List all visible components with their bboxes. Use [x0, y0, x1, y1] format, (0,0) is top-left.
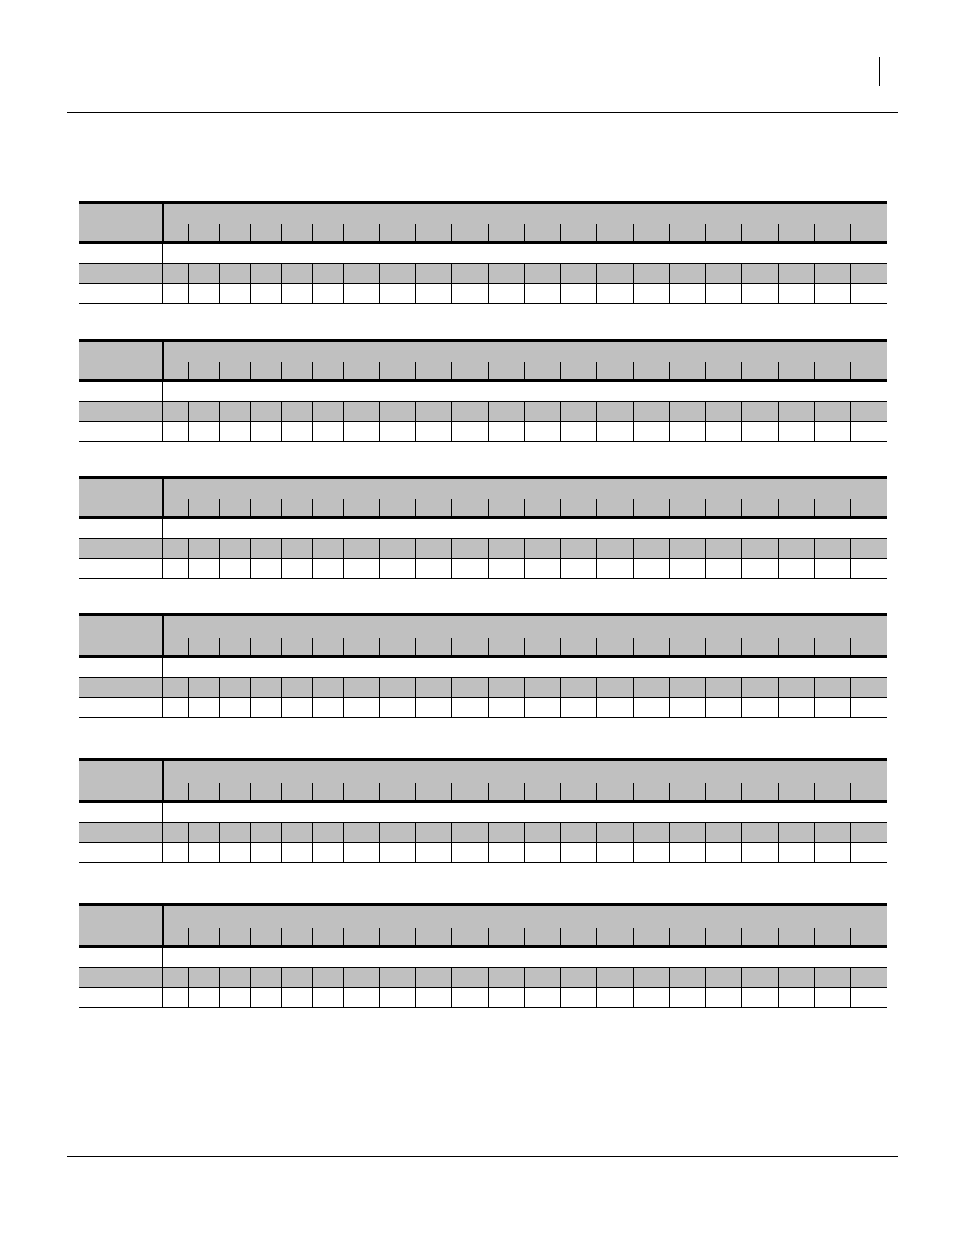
header-tick — [188, 638, 189, 655]
row-rule — [79, 697, 887, 698]
table-header — [79, 201, 887, 244]
cell-divider — [451, 967, 452, 1007]
cell-divider — [250, 677, 251, 717]
header-tick — [343, 224, 344, 241]
header-tick — [343, 638, 344, 655]
header-divider — [162, 613, 164, 658]
header-tick — [379, 928, 380, 945]
cell-divider — [778, 401, 779, 441]
cell-divider — [814, 967, 815, 1007]
cell-divider — [560, 538, 561, 578]
header-tick — [379, 638, 380, 655]
header-tick — [560, 224, 561, 241]
header-tick — [281, 638, 282, 655]
header-tick — [451, 362, 452, 379]
cell-divider — [741, 967, 742, 1007]
header-tick — [705, 638, 706, 655]
header-tick — [250, 783, 251, 800]
header-tick — [814, 499, 815, 516]
cell-divider — [250, 401, 251, 441]
cell-divider — [850, 677, 851, 717]
cell-divider — [312, 263, 313, 303]
cell-divider — [162, 538, 163, 578]
cell-divider — [814, 822, 815, 862]
cell-divider — [379, 401, 380, 441]
header-tick — [596, 783, 597, 800]
cell-divider — [560, 967, 561, 1007]
cell-divider — [312, 822, 313, 862]
blank-row-divider — [162, 658, 163, 677]
header-tick — [451, 638, 452, 655]
header-tick — [778, 362, 779, 379]
header-tick — [379, 362, 380, 379]
cell-divider — [343, 967, 344, 1007]
cell-divider — [379, 263, 380, 303]
header-tick — [814, 224, 815, 241]
table-header — [79, 758, 887, 803]
cell-divider — [250, 263, 251, 303]
cell-divider — [705, 822, 706, 862]
header-tick — [415, 783, 416, 800]
row-rule — [79, 441, 887, 442]
cell-divider — [850, 401, 851, 441]
header-tick — [778, 783, 779, 800]
header-tick — [778, 499, 779, 516]
cell-divider — [850, 263, 851, 303]
cell-divider — [188, 822, 189, 862]
header-tick — [312, 928, 313, 945]
cell-divider — [596, 677, 597, 717]
table-header — [79, 613, 887, 658]
header-tick — [343, 362, 344, 379]
cell-divider — [741, 822, 742, 862]
blank-row-divider — [162, 382, 163, 401]
header-tick — [669, 638, 670, 655]
cell-divider — [488, 538, 489, 578]
cell-divider — [250, 538, 251, 578]
header-tick — [451, 499, 452, 516]
header-tick — [596, 499, 597, 516]
cell-divider — [669, 677, 670, 717]
cell-divider — [219, 677, 220, 717]
cell-divider — [451, 263, 452, 303]
row-rule — [79, 987, 887, 988]
table-row — [79, 967, 887, 987]
header-divider — [162, 903, 164, 948]
header-tick — [633, 224, 634, 241]
header-tick — [451, 928, 452, 945]
header-tick — [560, 783, 561, 800]
cell-divider — [343, 263, 344, 303]
header-tick — [343, 499, 344, 516]
blank-row-divider — [162, 244, 163, 263]
cell-divider — [379, 967, 380, 1007]
cell-divider — [524, 677, 525, 717]
header-tick — [488, 928, 489, 945]
header-tick — [415, 362, 416, 379]
cell-divider — [162, 263, 163, 303]
cell-divider — [488, 967, 489, 1007]
header-tick — [633, 638, 634, 655]
cell-divider — [705, 677, 706, 717]
header-tick — [850, 928, 851, 945]
row-rule — [79, 421, 887, 422]
table-header — [79, 339, 887, 382]
header-tick — [669, 928, 670, 945]
row-rule — [79, 401, 887, 402]
header-tick — [596, 224, 597, 241]
cell-divider — [343, 822, 344, 862]
cell-divider — [219, 401, 220, 441]
header-tick — [250, 224, 251, 241]
header-tick — [814, 783, 815, 800]
cell-divider — [560, 263, 561, 303]
header-tick — [312, 362, 313, 379]
row-rule — [79, 677, 887, 678]
header-tick — [596, 928, 597, 945]
table-header — [79, 903, 887, 948]
cell-divider — [741, 263, 742, 303]
header-tick — [312, 638, 313, 655]
header-tick — [415, 928, 416, 945]
header-tick — [488, 499, 489, 516]
cell-divider — [415, 967, 416, 1007]
header-tick — [379, 499, 380, 516]
cell-divider — [778, 263, 779, 303]
header-tick — [188, 362, 189, 379]
header-tick — [488, 224, 489, 241]
cell-divider — [633, 967, 634, 1007]
cell-divider — [281, 822, 282, 862]
cell-divider — [741, 401, 742, 441]
table-row — [79, 842, 887, 862]
cell-divider — [488, 822, 489, 862]
header-tick — [705, 783, 706, 800]
header-tick — [488, 362, 489, 379]
header-tick — [669, 499, 670, 516]
header-tick — [415, 224, 416, 241]
header-tick — [250, 928, 251, 945]
row-rule — [79, 303, 887, 304]
cell-divider — [705, 263, 706, 303]
cell-divider — [814, 401, 815, 441]
header-tick — [741, 638, 742, 655]
cell-divider — [188, 967, 189, 1007]
header-tick — [312, 783, 313, 800]
cell-divider — [814, 538, 815, 578]
cell-divider — [669, 538, 670, 578]
header-tick — [219, 224, 220, 241]
header-tick — [524, 638, 525, 655]
header-tick — [850, 783, 851, 800]
header-tick — [850, 499, 851, 516]
header-tick — [281, 499, 282, 516]
header-tick — [814, 362, 815, 379]
cell-divider — [451, 822, 452, 862]
header-tick — [524, 224, 525, 241]
header-tick — [451, 224, 452, 241]
blank-row-divider — [162, 803, 163, 822]
header-tick — [560, 362, 561, 379]
header-tick — [850, 362, 851, 379]
header-tick — [560, 499, 561, 516]
cell-divider — [524, 538, 525, 578]
header-tick — [488, 783, 489, 800]
cell-divider — [379, 822, 380, 862]
cell-divider — [524, 822, 525, 862]
table-row — [79, 697, 887, 717]
header-tick — [312, 499, 313, 516]
row-rule — [79, 538, 887, 539]
header-tick — [669, 783, 670, 800]
cell-divider — [219, 967, 220, 1007]
header-tick — [850, 224, 851, 241]
cell-divider — [669, 401, 670, 441]
footer-rule — [67, 1156, 898, 1157]
cell-divider — [488, 401, 489, 441]
row-rule — [79, 717, 887, 718]
table-row — [79, 987, 887, 1007]
cell-divider — [219, 538, 220, 578]
cell-divider — [379, 677, 380, 717]
header-tick — [524, 362, 525, 379]
cell-divider — [669, 822, 670, 862]
cell-divider — [281, 263, 282, 303]
header-tick — [219, 928, 220, 945]
header-tick — [281, 928, 282, 945]
header-tick — [415, 499, 416, 516]
cell-divider — [162, 967, 163, 1007]
header-tick — [633, 928, 634, 945]
header-divider — [162, 758, 164, 803]
header-tick — [219, 783, 220, 800]
cell-divider — [451, 677, 452, 717]
cell-divider — [633, 822, 634, 862]
cell-divider — [778, 822, 779, 862]
header-tick — [488, 638, 489, 655]
cell-divider — [312, 401, 313, 441]
header-tick — [705, 362, 706, 379]
cell-divider — [415, 677, 416, 717]
row-rule — [79, 822, 887, 823]
cell-divider — [281, 677, 282, 717]
cell-divider — [596, 401, 597, 441]
header-tick — [312, 224, 313, 241]
cell-divider — [250, 822, 251, 862]
cell-divider — [162, 822, 163, 862]
header-divider — [162, 476, 164, 519]
cell-divider — [312, 538, 313, 578]
header-tick — [778, 928, 779, 945]
table-row — [79, 401, 887, 421]
table-row — [79, 538, 887, 558]
header-tick — [281, 362, 282, 379]
header-tick — [379, 783, 380, 800]
header-tick — [379, 224, 380, 241]
cell-divider — [814, 263, 815, 303]
header-tick — [415, 638, 416, 655]
header-tick — [850, 638, 851, 655]
cell-divider — [741, 677, 742, 717]
cell-divider — [415, 263, 416, 303]
cell-divider — [596, 967, 597, 1007]
cell-divider — [451, 538, 452, 578]
header-tick — [633, 783, 634, 800]
cell-divider — [850, 967, 851, 1007]
header-tick — [524, 928, 525, 945]
header-tick — [596, 638, 597, 655]
cell-divider — [312, 677, 313, 717]
header-tick — [741, 928, 742, 945]
row-rule — [79, 283, 887, 284]
cell-divider — [281, 538, 282, 578]
header-tick — [281, 783, 282, 800]
header-tick — [343, 928, 344, 945]
header-tick — [741, 362, 742, 379]
header-tick — [705, 928, 706, 945]
header-tick — [250, 499, 251, 516]
cell-divider — [850, 822, 851, 862]
cell-divider — [343, 677, 344, 717]
header-tick — [188, 928, 189, 945]
cell-divider — [778, 677, 779, 717]
header-tick — [778, 224, 779, 241]
header-tick — [219, 362, 220, 379]
cell-divider — [560, 822, 561, 862]
cell-divider — [705, 538, 706, 578]
header-tick — [250, 362, 251, 379]
row-rule — [79, 862, 887, 863]
cell-divider — [814, 677, 815, 717]
cell-divider — [188, 538, 189, 578]
cell-divider — [250, 967, 251, 1007]
header-tick — [633, 499, 634, 516]
cell-divider — [778, 538, 779, 578]
header-tick — [188, 224, 189, 241]
header-tick — [669, 362, 670, 379]
header-divider — [162, 339, 164, 382]
table-row — [79, 822, 887, 842]
header-tick — [188, 783, 189, 800]
blank-row-divider — [162, 948, 163, 967]
cell-divider — [188, 677, 189, 717]
header-tick — [741, 783, 742, 800]
cell-divider — [633, 263, 634, 303]
cell-divider — [596, 538, 597, 578]
header-tick — [524, 783, 525, 800]
header-tick — [669, 224, 670, 241]
header-tick — [451, 783, 452, 800]
cell-divider — [343, 538, 344, 578]
header-tick — [633, 362, 634, 379]
header-vertical-bar — [879, 57, 880, 86]
header-rule — [67, 112, 898, 113]
cell-divider — [596, 263, 597, 303]
cell-divider — [705, 967, 706, 1007]
table-row — [79, 421, 887, 441]
header-tick — [741, 499, 742, 516]
header-tick — [343, 783, 344, 800]
cell-divider — [669, 967, 670, 1007]
cell-divider — [741, 538, 742, 578]
cell-divider — [524, 263, 525, 303]
header-divider — [162, 201, 164, 244]
header-tick — [250, 638, 251, 655]
cell-divider — [343, 401, 344, 441]
cell-divider — [560, 401, 561, 441]
cell-divider — [162, 677, 163, 717]
cell-divider — [850, 538, 851, 578]
cell-divider — [451, 401, 452, 441]
cell-divider — [633, 677, 634, 717]
cell-divider — [524, 401, 525, 441]
table-header — [79, 476, 887, 519]
cell-divider — [379, 538, 380, 578]
cell-divider — [488, 263, 489, 303]
cell-divider — [778, 967, 779, 1007]
header-tick — [596, 362, 597, 379]
header-tick — [219, 638, 220, 655]
header-tick — [524, 499, 525, 516]
header-tick — [188, 499, 189, 516]
cell-divider — [415, 538, 416, 578]
table-row — [79, 677, 887, 697]
row-rule — [79, 558, 887, 559]
cell-divider — [188, 263, 189, 303]
cell-divider — [415, 401, 416, 441]
row-rule — [79, 842, 887, 843]
header-tick — [281, 224, 282, 241]
row-rule — [79, 263, 887, 264]
header-tick — [705, 499, 706, 516]
cell-divider — [669, 263, 670, 303]
header-tick — [741, 224, 742, 241]
header-tick — [560, 928, 561, 945]
cell-divider — [560, 677, 561, 717]
cell-divider — [219, 822, 220, 862]
table-row — [79, 558, 887, 578]
cell-divider — [281, 967, 282, 1007]
table-row — [79, 283, 887, 303]
blank-row-divider — [162, 519, 163, 538]
cell-divider — [633, 401, 634, 441]
cell-divider — [596, 822, 597, 862]
header-tick — [814, 638, 815, 655]
row-rule — [79, 578, 887, 579]
cell-divider — [312, 967, 313, 1007]
header-tick — [778, 638, 779, 655]
header-tick — [814, 928, 815, 945]
row-rule — [79, 1007, 887, 1008]
cell-divider — [633, 538, 634, 578]
cell-divider — [188, 401, 189, 441]
header-tick — [705, 224, 706, 241]
cell-divider — [705, 401, 706, 441]
header-tick — [560, 638, 561, 655]
cell-divider — [162, 401, 163, 441]
cell-divider — [488, 677, 489, 717]
cell-divider — [281, 401, 282, 441]
header-tick — [219, 499, 220, 516]
cell-divider — [415, 822, 416, 862]
table-row — [79, 263, 887, 283]
row-rule — [79, 967, 887, 968]
cell-divider — [219, 263, 220, 303]
cell-divider — [524, 967, 525, 1007]
